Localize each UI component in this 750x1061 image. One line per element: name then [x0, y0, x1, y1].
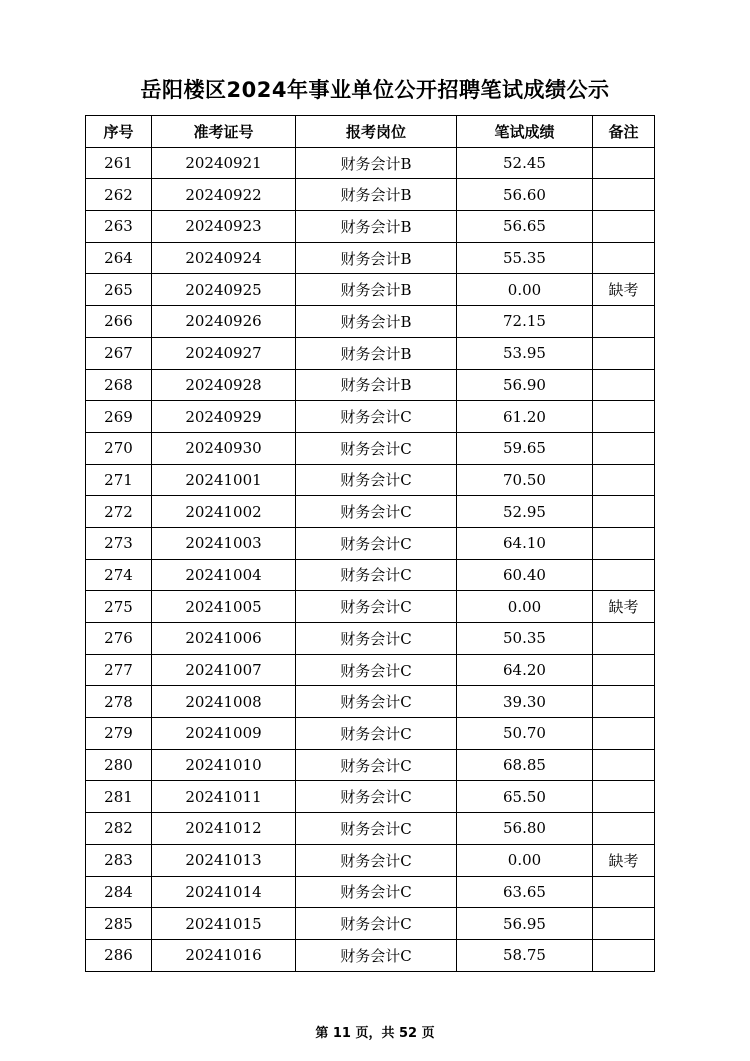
table-row	[86, 749, 655, 781]
table-row	[86, 781, 655, 813]
cell-position: 财务会计B	[296, 147, 457, 179]
cell-serial: 276	[86, 623, 152, 655]
header-position: 报考岗位	[296, 116, 457, 148]
cell-serial: 281	[86, 781, 152, 813]
cell-position: 财务会计C	[296, 908, 457, 940]
cell-serial: 269	[86, 401, 152, 433]
cell-score: 56.95	[457, 908, 593, 940]
cell-remark	[593, 432, 655, 464]
cell-remark	[593, 496, 655, 528]
cell-position: 财务会计C	[296, 939, 457, 971]
cell-ticket-number: 20241016	[152, 939, 296, 971]
cell-score: 0.00	[457, 274, 593, 306]
cell-ticket-number: 20241002	[152, 496, 296, 528]
table-row	[86, 908, 655, 940]
cell-position: 财务会计C	[296, 781, 457, 813]
cell-serial: 274	[86, 559, 152, 591]
cell-score: 52.95	[457, 496, 593, 528]
cell-position: 财务会计C	[296, 844, 457, 876]
cell-serial: 273	[86, 527, 152, 559]
score-table	[85, 115, 655, 972]
cell-serial: 263	[86, 211, 152, 243]
table-row	[86, 718, 655, 750]
cell-remark	[593, 559, 655, 591]
cell-score: 52.45	[457, 147, 593, 179]
cell-position: 财务会计C	[296, 559, 457, 591]
cell-score: 64.20	[457, 654, 593, 686]
cell-position: 财务会计C	[296, 496, 457, 528]
cell-serial: 278	[86, 686, 152, 718]
cell-position: 财务会计B	[296, 337, 457, 369]
cell-ticket-number: 20241012	[152, 813, 296, 845]
cell-ticket-number: 20240930	[152, 432, 296, 464]
cell-score: 68.85	[457, 749, 593, 781]
table-row	[86, 654, 655, 686]
table-row	[86, 496, 655, 528]
table-row	[86, 813, 655, 845]
cell-remark: 缺考	[593, 844, 655, 876]
cell-position: 财务会计C	[296, 686, 457, 718]
page-title: 岳阳楼区2024年事业单位公开招聘笔试成绩公示	[140, 78, 610, 102]
cell-serial: 262	[86, 179, 152, 211]
cell-remark	[593, 464, 655, 496]
cell-serial: 270	[86, 432, 152, 464]
cell-serial: 277	[86, 654, 152, 686]
cell-serial: 271	[86, 464, 152, 496]
cell-score: 60.40	[457, 559, 593, 591]
cell-score: 53.95	[457, 337, 593, 369]
cell-remark	[593, 211, 655, 243]
cell-score: 59.65	[457, 432, 593, 464]
cell-remark	[593, 147, 655, 179]
cell-position: 财务会计C	[296, 749, 457, 781]
cell-position: 财务会计C	[296, 654, 457, 686]
table-row	[86, 591, 655, 623]
table-row	[86, 179, 655, 211]
cell-remark	[593, 781, 655, 813]
cell-remark	[593, 623, 655, 655]
cell-position: 财务会计C	[296, 718, 457, 750]
cell-ticket-number: 20240928	[152, 369, 296, 401]
cell-serial: 272	[86, 496, 152, 528]
cell-score: 39.30	[457, 686, 593, 718]
cell-ticket-number: 20241001	[152, 464, 296, 496]
cell-score: 50.35	[457, 623, 593, 655]
cell-serial: 279	[86, 718, 152, 750]
table-row	[86, 844, 655, 876]
table-row	[86, 242, 655, 274]
cell-remark	[593, 908, 655, 940]
cell-position: 财务会计C	[296, 623, 457, 655]
header-remark: 备注	[593, 116, 655, 148]
cell-score: 72.15	[457, 306, 593, 338]
cell-serial: 280	[86, 749, 152, 781]
table-row	[86, 337, 655, 369]
cell-remark	[593, 401, 655, 433]
cell-ticket-number: 20240922	[152, 179, 296, 211]
cell-score: 65.50	[457, 781, 593, 813]
table-row	[86, 211, 655, 243]
cell-score: 56.65	[457, 211, 593, 243]
table-row	[86, 623, 655, 655]
cell-position: 财务会计C	[296, 464, 457, 496]
cell-ticket-number: 20240926	[152, 306, 296, 338]
cell-remark	[593, 369, 655, 401]
cell-position: 财务会计C	[296, 432, 457, 464]
cell-serial: 283	[86, 844, 152, 876]
cell-score: 50.70	[457, 718, 593, 750]
cell-position: 财务会计B	[296, 242, 457, 274]
table-row	[86, 527, 655, 559]
table-row	[86, 559, 655, 591]
cell-remark	[593, 527, 655, 559]
header-ticket-number: 准考证号	[152, 116, 296, 148]
cell-score: 56.90	[457, 369, 593, 401]
cell-score: 55.35	[457, 242, 593, 274]
cell-ticket-number: 20241013	[152, 844, 296, 876]
cell-serial: 285	[86, 908, 152, 940]
cell-ticket-number: 20241015	[152, 908, 296, 940]
cell-serial: 268	[86, 369, 152, 401]
cell-ticket-number: 20241008	[152, 686, 296, 718]
table-row	[86, 369, 655, 401]
cell-remark	[593, 179, 655, 211]
cell-score: 63.65	[457, 876, 593, 908]
cell-ticket-number: 20241006	[152, 623, 296, 655]
cell-ticket-number: 20241003	[152, 527, 296, 559]
cell-ticket-number: 20241011	[152, 781, 296, 813]
cell-position: 财务会计B	[296, 274, 457, 306]
cell-serial: 266	[86, 306, 152, 338]
cell-remark	[593, 337, 655, 369]
cell-serial: 261	[86, 147, 152, 179]
table-row	[86, 306, 655, 338]
cell-position: 财务会计B	[296, 306, 457, 338]
cell-remark	[593, 306, 655, 338]
table-row	[86, 464, 655, 496]
cell-serial: 267	[86, 337, 152, 369]
header-serial: 序号	[86, 116, 152, 148]
cell-remark: 缺考	[593, 591, 655, 623]
cell-score: 58.75	[457, 939, 593, 971]
table-row	[86, 401, 655, 433]
cell-remark	[593, 686, 655, 718]
cell-score: 64.10	[457, 527, 593, 559]
cell-remark	[593, 242, 655, 274]
cell-serial: 284	[86, 876, 152, 908]
table-row	[86, 686, 655, 718]
cell-remark	[593, 749, 655, 781]
cell-remark	[593, 654, 655, 686]
cell-remark	[593, 718, 655, 750]
table-header-row	[86, 116, 655, 148]
cell-serial: 265	[86, 274, 152, 306]
cell-position: 财务会计C	[296, 401, 457, 433]
cell-ticket-number: 20241007	[152, 654, 296, 686]
header-score: 笔试成绩	[457, 116, 593, 148]
cell-serial: 275	[86, 591, 152, 623]
table-row	[86, 876, 655, 908]
cell-score: 61.20	[457, 401, 593, 433]
cell-ticket-number: 20241014	[152, 876, 296, 908]
cell-score: 70.50	[457, 464, 593, 496]
cell-position: 财务会计C	[296, 591, 457, 623]
cell-serial: 264	[86, 242, 152, 274]
cell-position: 财务会计C	[296, 813, 457, 845]
cell-ticket-number: 20241009	[152, 718, 296, 750]
cell-score: 56.80	[457, 813, 593, 845]
table-row	[86, 147, 655, 179]
cell-position: 财务会计C	[296, 527, 457, 559]
cell-score: 0.00	[457, 591, 593, 623]
cell-score: 0.00	[457, 844, 593, 876]
cell-serial: 282	[86, 813, 152, 845]
cell-score: 56.60	[457, 179, 593, 211]
table-row	[86, 432, 655, 464]
cell-ticket-number: 20240927	[152, 337, 296, 369]
cell-ticket-number: 20240925	[152, 274, 296, 306]
cell-serial: 286	[86, 939, 152, 971]
table-row	[86, 274, 655, 306]
cell-ticket-number: 20241005	[152, 591, 296, 623]
cell-ticket-number: 20240923	[152, 211, 296, 243]
cell-position: 财务会计B	[296, 179, 457, 211]
cell-remark	[593, 939, 655, 971]
cell-ticket-number: 20240929	[152, 401, 296, 433]
page-footer: 第 11 页，共 52 页	[315, 1026, 435, 1041]
cell-ticket-number: 20240924	[152, 242, 296, 274]
cell-remark: 缺考	[593, 274, 655, 306]
cell-position: 财务会计B	[296, 369, 457, 401]
table-body	[86, 147, 655, 971]
cell-position: 财务会计B	[296, 211, 457, 243]
cell-position: 财务会计C	[296, 876, 457, 908]
cell-remark	[593, 876, 655, 908]
cell-ticket-number: 20241010	[152, 749, 296, 781]
cell-remark	[593, 813, 655, 845]
cell-ticket-number: 20241004	[152, 559, 296, 591]
cell-ticket-number: 20240921	[152, 147, 296, 179]
table-row	[86, 939, 655, 971]
